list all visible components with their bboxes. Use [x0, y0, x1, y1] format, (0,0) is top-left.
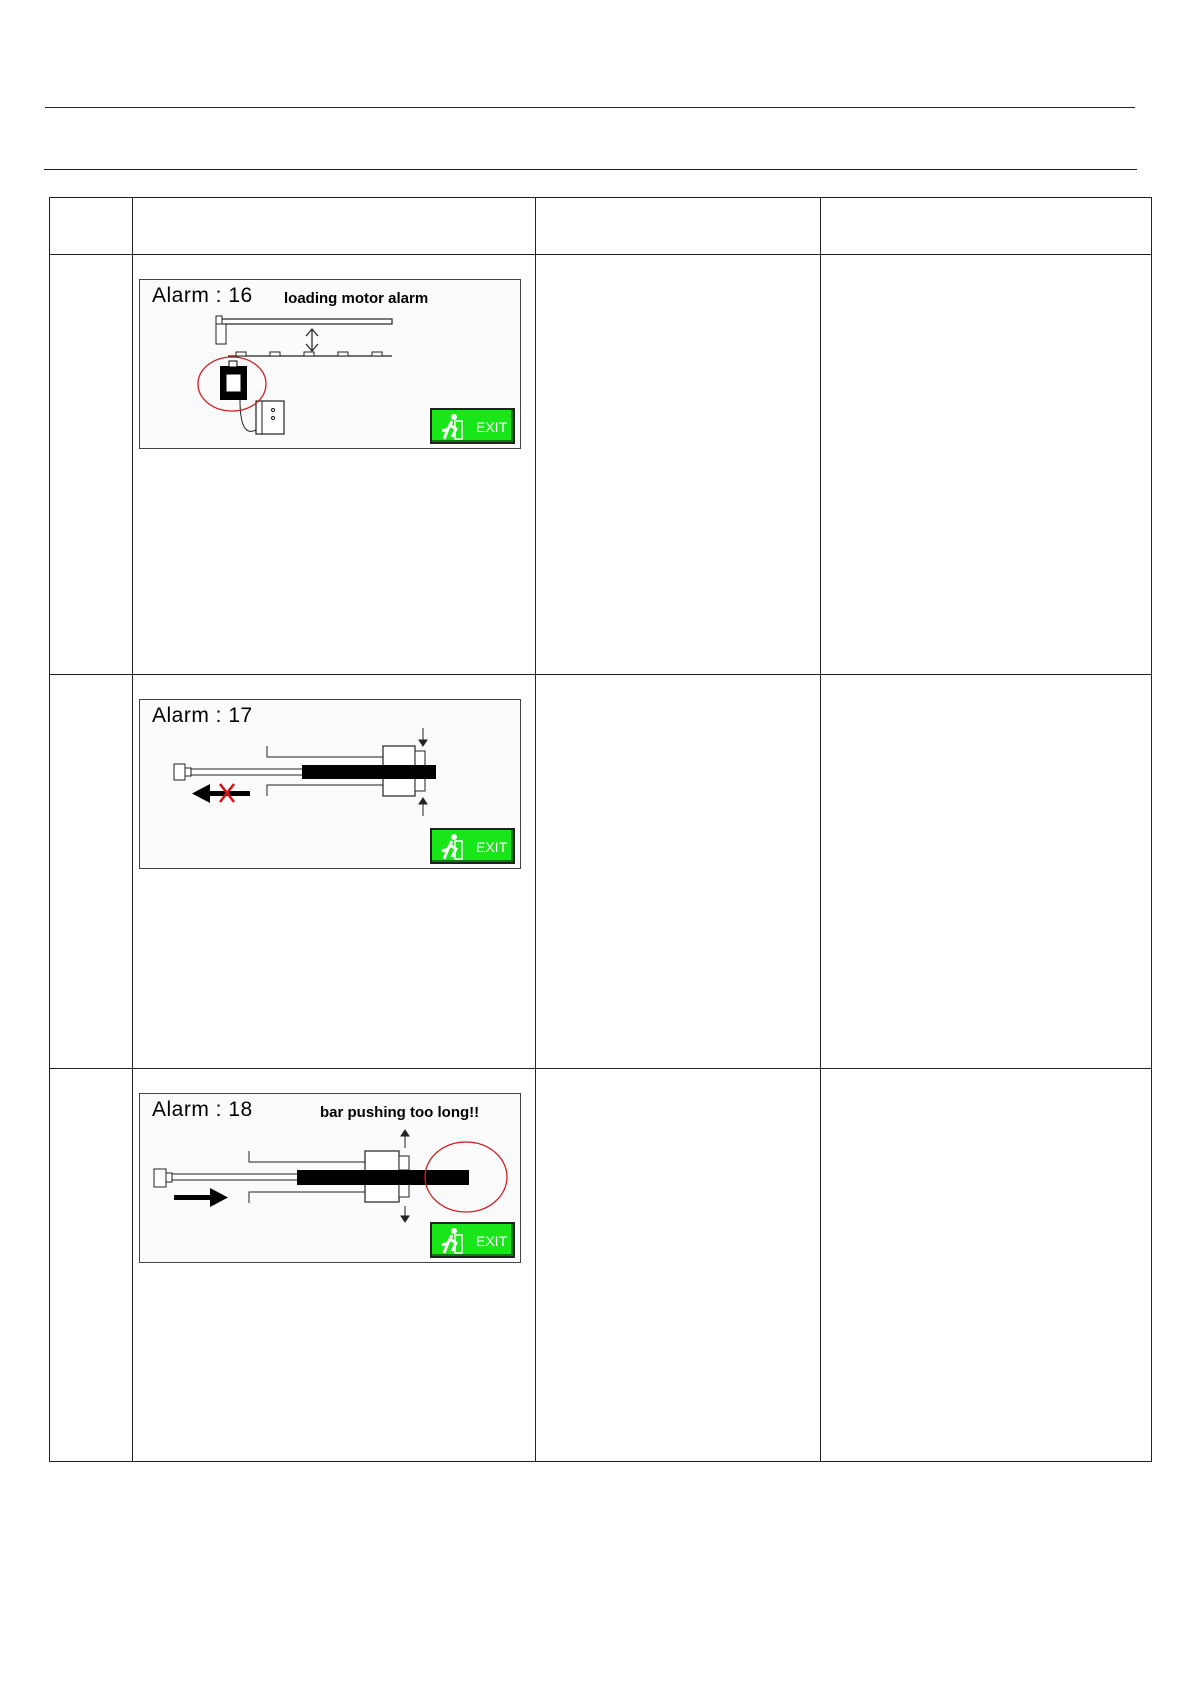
alarm-table — [49, 197, 1152, 1462]
exit-button-label: EXIT — [476, 419, 508, 435]
header-cell-remedy — [821, 198, 1152, 255]
table-row — [50, 1069, 1152, 1462]
double-arrow-icon — [306, 329, 318, 351]
row-number-cell — [50, 1069, 133, 1462]
header-cell-cause — [536, 198, 821, 255]
alarm-subtitle: loading motor alarm — [284, 290, 429, 307]
remedy-cell — [821, 255, 1152, 675]
header-cell-screen — [133, 198, 536, 255]
arrow-right-icon — [174, 1188, 228, 1207]
alarm-screen-cell — [133, 255, 536, 675]
table-row — [50, 675, 1152, 1069]
header-rule-bottom — [44, 169, 1137, 170]
alarm-title: Alarm : 18 — [152, 1098, 253, 1121]
table-row — [50, 255, 1152, 675]
exit-running-man-icon — [438, 833, 464, 861]
header-rule-top — [45, 107, 1135, 108]
exit-button-label: EXIT — [476, 839, 508, 855]
alarm-screen-cell — [133, 675, 536, 1069]
exit-button[interactable] — [430, 828, 515, 864]
cause-cell — [536, 1069, 821, 1462]
alarm-screen-cell — [133, 1069, 536, 1462]
exit-running-man-icon — [438, 1227, 464, 1255]
alarm-17-screen — [139, 699, 521, 869]
remedy-cell — [821, 1069, 1152, 1462]
table-header-row — [50, 198, 1152, 255]
cause-cell — [536, 675, 821, 1069]
exit-running-man-icon — [438, 413, 464, 441]
cause-cell — [536, 255, 821, 675]
row-number-cell — [50, 675, 133, 1069]
exit-button[interactable] — [430, 1222, 515, 1258]
header-cell-no — [50, 198, 133, 255]
exit-button-label: EXIT — [476, 1233, 508, 1249]
row-number-cell — [50, 255, 133, 675]
exit-button[interactable] — [430, 408, 515, 444]
remedy-cell — [821, 675, 1152, 1069]
alarm-subtitle: bar pushing too long!! — [320, 1104, 480, 1121]
alarm-title: Alarm : 16 — [152, 284, 253, 307]
alarm-18-screen — [139, 1093, 521, 1263]
alarm-16-screen — [139, 279, 521, 449]
alarm-title: Alarm : 17 — [152, 704, 253, 727]
